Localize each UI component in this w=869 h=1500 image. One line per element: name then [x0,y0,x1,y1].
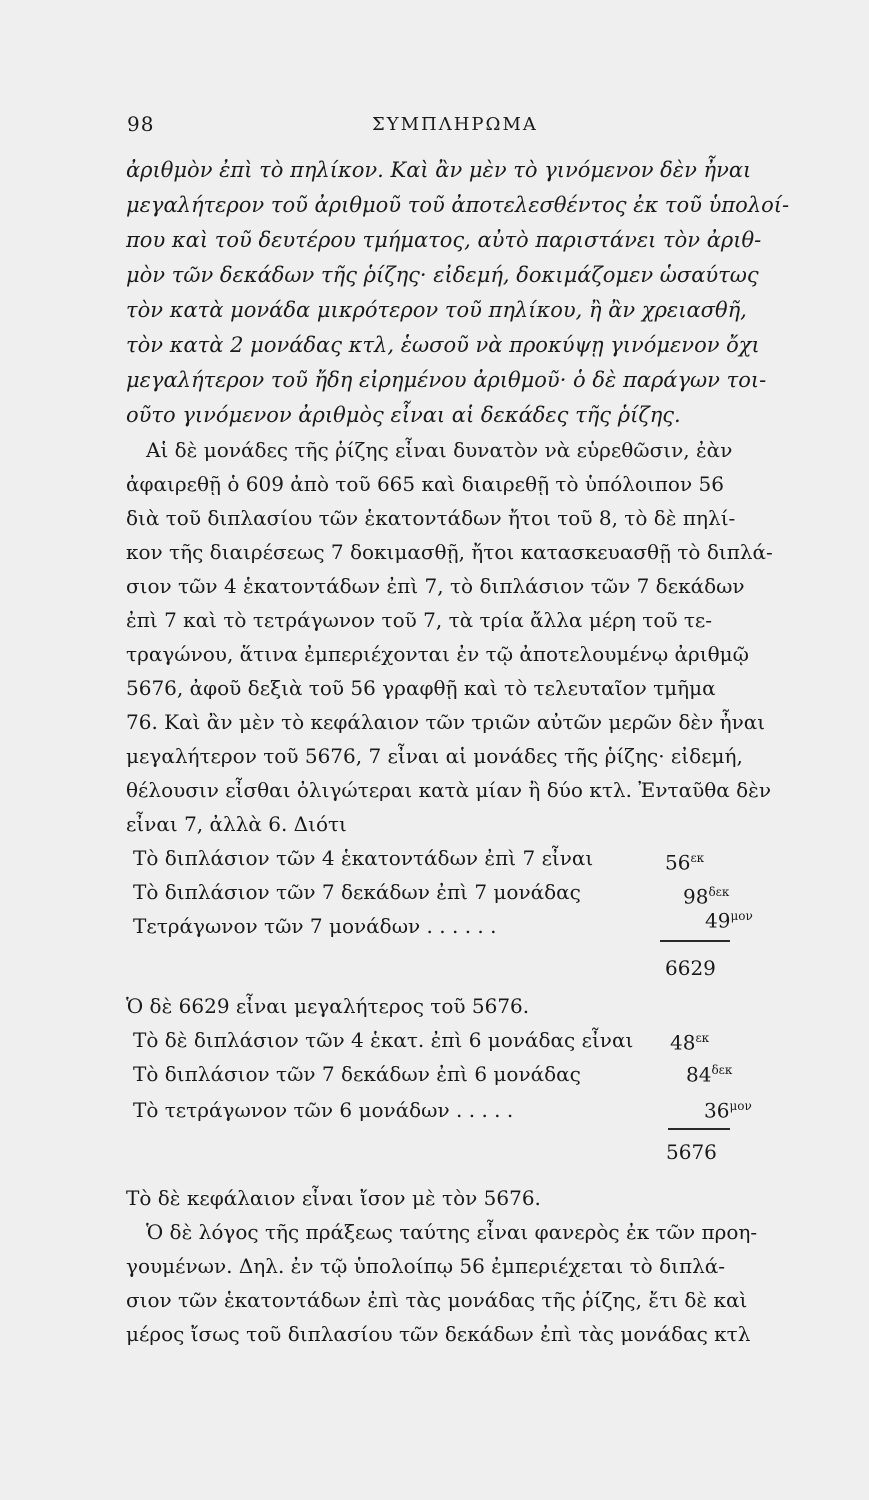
computation-value: $48^{\varepsilon\kappa}$ [670,1030,710,1055]
text-line: ἀφαιρεθῇ ὁ 609 ἀπὸ τοῦ 665 καὶ διαιρεθῇ τὸ ὑπόλοιπον 56 [126,472,724,496]
text-line: μεγαλήτερον τοῦ ἀριθμοῦ τοῦ ἀποτελεσθέντος ἐκ τοῦ ὑπολοί- [126,193,790,217]
text-line: τραγώνου, ἅτινα ἐμπεριέχονται ἐν τῷ ἀποτελουμένῳ ἀριθμῷ [126,642,749,666]
text-line: 5676, ἀφοῦ δεξιὰ τοῦ 56 γραφθῇ καὶ τὸ τελευταῖον τμῆμα [126,676,716,700]
computation-label: Τὸ διπλάσιον τῶν 7 δεκάδων ἐπὶ 6 μονάδας [133,1062,581,1086]
computation-value: $56^{\varepsilon\kappa}$ [665,850,705,875]
computation-label: Τὸ τετράγωνον τῶν 6 μονάδων . . . . . [133,1098,514,1122]
page-header [127,112,807,142]
computation-total: 5676 [666,1140,717,1164]
text-line: διὰ τοῦ διπλασίου τῶν ἑκατοντάδων ἤτοι τοῦ 8, τὸ δὲ πηλί- [126,506,736,530]
text-line: μεγαλήτερον τοῦ ἤδη εἰρημένου ἀριθμοῦ· ὁ δὲ παράγων τοι- [126,368,767,392]
text-line: θέλουσιν εἶσθαι ὀλιγώτεραι κατὰ μίαν ἢ δύο κτλ. Ἐνταῦθα δὲν [126,778,772,802]
text-line: που καὶ τοῦ δευτέρου τμήματος, αὐτὸ παριστάνει τὸν ἀριθ- [126,228,762,252]
computation-label: Τὸ διπλάσιον τῶν 4 ἑκατοντάδων ἐπὶ 7 εἶναι [133,846,594,870]
computation-value: $84^{\delta\varepsilon\kappa}$ [686,1062,733,1087]
text-line: σιον τῶν ἑκατοντάδων ἐπὶ τὰς μονάδας τῆς ῥίζης, ἔτι δὲ καὶ [126,1288,748,1312]
text-line: μέρος ἴσως τοῦ διπλασίου τῶν δεκάδων ἐπὶ τὰς μονάδας κτλ [126,1322,751,1346]
computation-value: $36^{\mu o\nu}$ [704,1098,752,1123]
computation-label: Τὸ δὲ διπλάσιον τῶν 4 ἑκατ. ἐπὶ 6 μονάδας εἶναι [133,1028,634,1052]
computation-label: Τετράγωνον τῶν 7 μονάδων . . . . . . [133,914,497,938]
running-title: ΣΥΜΠΛΗΡΩΜΑ [372,114,538,135]
computation-value: $49^{\mu o\nu}$ [705,908,753,933]
text-line: Αἱ δὲ μονάδες τῆς ῥίζης εἶναι δυνατὸν νὰ εὑρεθῶσιν, ἐὰν [146,438,733,462]
computation-label: Τὸ διπλάσιον τῶν 7 δεκάδων ἐπὶ 7 μονάδας [133,880,581,904]
text-line: ἐπὶ 7 καὶ τὸ τετράγωνον τοῦ 7, τὰ τρία ἄλλα μέρη τοῦ τε- [126,608,713,632]
text-line: ἀριθμὸν ἐπὶ τὸ πηλίκον. Καὶ ἂν μὲν τὸ γινόμενον δὲν ἦναι [126,158,752,182]
computation-total: 6629 [665,956,716,980]
text-line: κον τῆς διαιρέσεως 7 δοκιμασθῇ, ἤτοι κατασκευασθῇ τὸ διπλά- [126,540,773,564]
sum-rule [668,1128,730,1130]
text-line: οῦτο γινόμενον ἀριθμὸς εἶναι αἱ δεκάδες τῆς ῥίζης. [126,403,681,427]
text-line: τὸν κατὰ μονάδα μικρότερον τοῦ πηλίκου, ἢ ἂν χρειασθῆ, [126,298,747,322]
text-line: γουμένων. Δηλ. ἐν τῷ ὑπολοίπῳ 56 ἐμπεριέχεται τὸ διπλά- [126,1254,726,1278]
text-line: μὸν τῶν δεκάδων τῆς ῥίζης· εἰδεμή, δοκιμάζομεν ὡσαύτως [126,263,759,287]
text-line: εἶναι 7, ἀλλὰ 6. Διότι [126,812,347,836]
text-line: 76. Καὶ ἂν μὲν τὸ κεφάλαιον τῶν τριῶν αὐτῶν μερῶν δὲν ἦναι [126,710,766,734]
text-line: τὸν κατὰ 2 μονάδας κτλ, ἑωσοῦ νὰ προκύψῃ γινόμενον ὄχι [126,333,760,357]
text-line: Τὸ δὲ κεφάλαιον εἶναι ἴσον μὲ τὸν 5676. [126,1186,541,1210]
text-line: Ὁ δὲ λόγος τῆς πράξεως ταύτης εἶναι φανερὸς ἐκ τῶν προη- [146,1220,758,1244]
sum-rule [660,940,730,942]
text-line: μεγαλήτερον τοῦ 5676, 7 εἶναι αἱ μονάδες τῆς ῥίζης· εἰδεμή, [126,744,743,768]
text-line: σιον τῶν 4 ἑκατοντάδων ἐπὶ 7, τὸ διπλάσιον τῶν 7 δεκάδων [126,574,745,598]
text-line: Ὁ δὲ 6629 εἶναι μεγαλήτερος τοῦ 5676. [126,994,530,1018]
page-number: 98 [127,112,155,136]
computation-value: $98^{\delta\varepsilon\kappa}$ [683,884,730,909]
